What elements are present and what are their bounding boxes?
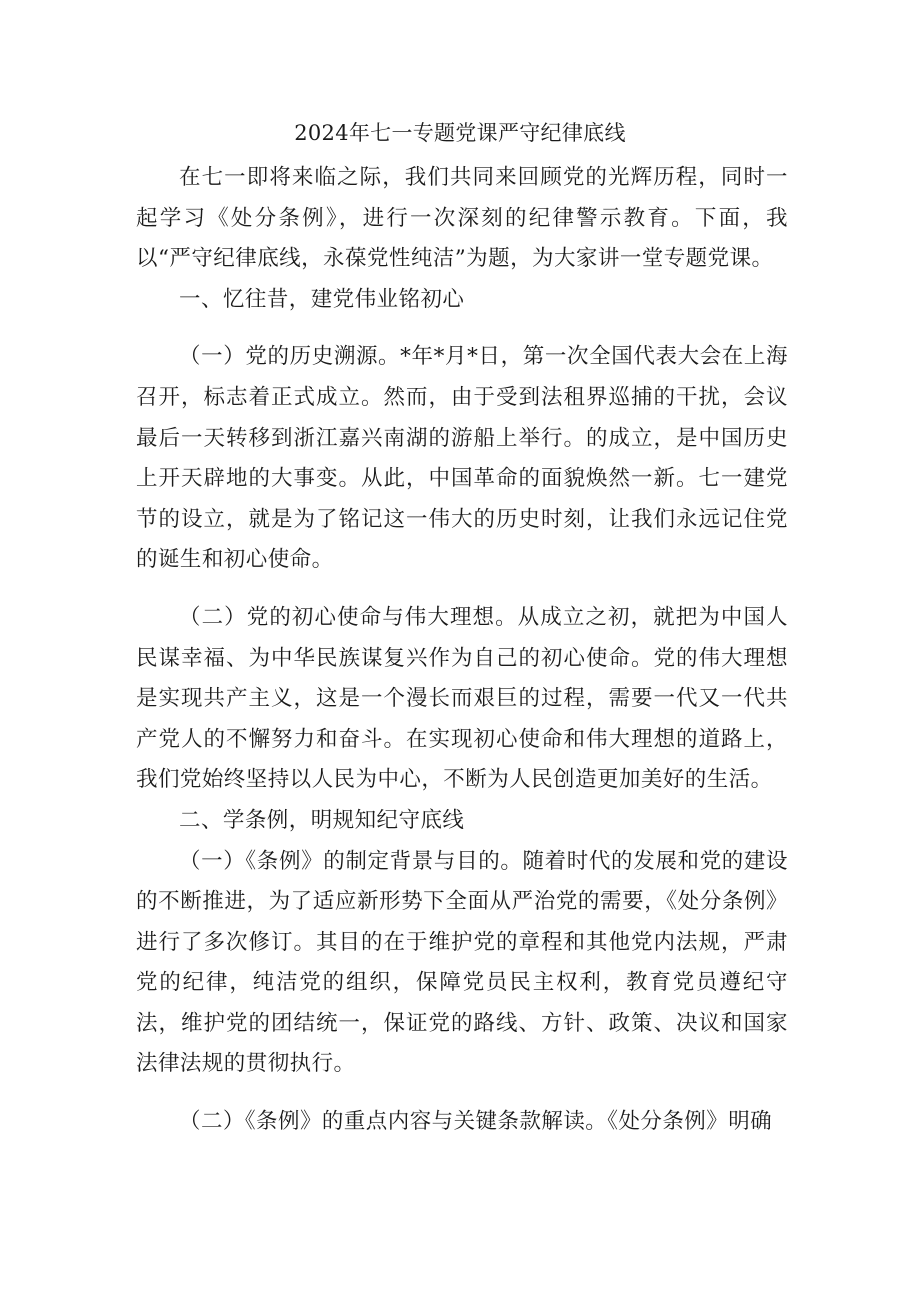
- paragraph-gap: [136, 581, 788, 598]
- paragraph-1-2: （二）党的初心使命与伟大理想。从成立之初，就把为中国人民谋幸福、为中华民族谋复兴作为自己的初心使命。党的伟大理想是实现共产主义，这是一个漫长而艰巨的过程，需要一代又一代共产党人的不懈努力和奋斗。在实现初心使命和伟大理想的道路上，我们党始终坚持以人民为中心，不断为人民创造更加美好的生活。: [136, 604, 788, 793]
- section-heading-1: 一、忆往昔，建党伟业铭初心: [179, 286, 465, 312]
- paragraph-gap: [136, 320, 788, 337]
- paragraph-2-1: （一）《条例》的制定背景与目的。随着时代的发展和党的建设的不断推进，为了适应新形势下全面从严治党的需要，《处分条例》进行了多次修订。其目的在于维护党的章程和其他党内法规，严肃党的纪律，纯洁党的组织，保障党员民主权利，教育党员遵纪守法，维护党的团结统一，保证党的路线、方针、政策、决议和国家法律法规的贯彻执行。: [136, 848, 788, 1077]
- paragraph-2-2: （二）《条例》的重点内容与关键条款解读。《处分条例》明确: [179, 1109, 773, 1135]
- paragraph-gap: [136, 1085, 788, 1102]
- section-heading-2: 二、学条例，明规知纪守底线: [179, 807, 465, 833]
- paragraph-1-1: （一）党的历史溯源。*年*月*日，第一次全国代表大会在上海召开，标志着正式成立。然而，由于受到法租界巡捕的干扰，会议最后一天转移到浙江嘉兴南湖的游船上举行。的成立，是中国历史上开天辟地的大事变。从此，中国革命的面貌焕然一新。七一建党节的设立，就是为了铭记这一伟大的历史时刻，让我们永远记住党的诞生和初心使命。: [136, 344, 788, 573]
- document-body: [136, 158, 788, 1143]
- document-title: 2024年七一专题党课严守纪律底线: [294, 121, 626, 145]
- intro-paragraph: 在七一即将来临之际，我们共同来回顾党的光辉历程，同时一起学习《处分条例》，进行一次深刻的纪律警示教育。下面，我以“严守纪律底线，永葆党性纯洁”为题，为大家讲一堂专题党课。: [136, 165, 788, 272]
